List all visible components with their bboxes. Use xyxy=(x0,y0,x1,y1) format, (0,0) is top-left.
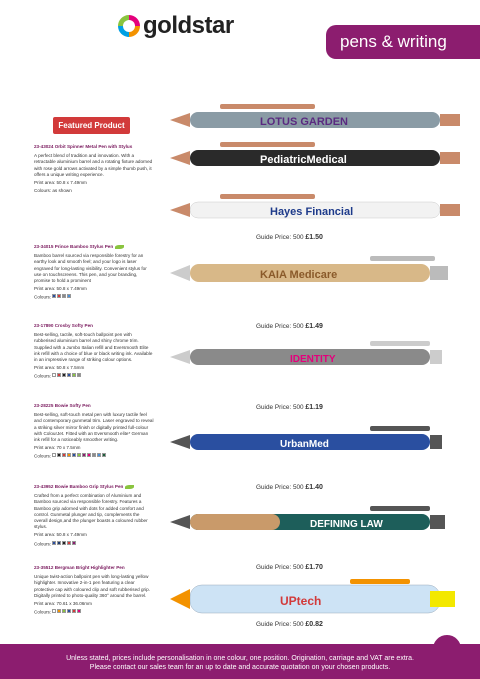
product-description: Crafted from a perfect combination of Aluminium and Bamboo sourced via responsible forestry. Features a Bamboo grip adorned with dots for added comfort and control. Gunmetal plunger and tip, complements the overall design,and the plunger boasts a coloured rubber stylus. xyxy=(34,493,148,530)
pen-label-3: Hayes Financial xyxy=(270,206,354,218)
pen-label-1: LOTUS GARDEN xyxy=(260,116,348,128)
prince-bamboo-pen-image xyxy=(170,250,480,290)
footer xyxy=(0,644,480,679)
product-title: 23-43024 Orbit Spinner Metal Pen with Stylus xyxy=(34,144,133,149)
footer-line-1: Unless stated, prices include personalisation in one colour, one position. Origination, carriage and VAT are extra. xyxy=(66,655,414,662)
product-description: Best-selling, soft-touch metal pen with luxury tactile feel and contemporary gunmetal trim. Laser engraved to reveal a striking silver mirror finish or digitally printed full-colour with ColourJet. Fitted with an Eversmooth elite* German ink refill for a noticeably smoother writing. xyxy=(34,412,154,443)
guide-price: Guide Price: 500 £1.70 xyxy=(256,564,323,571)
product-description: Bamboo barrel sourced via responsible forestry for an earthy look and smooth feel; and your logo is laser engraved for long-lasting visibility. Convenient stylus for use on touchscreens. This pen, and your branding, promise to hold a prominent xyxy=(34,253,147,284)
eco-leaf-icon xyxy=(125,485,134,489)
colours: Colours: xyxy=(34,453,154,460)
guide-price: Guide Price: 500 £1.19 xyxy=(256,404,323,411)
guide-price: Guide Price: 500 £1.40 xyxy=(256,484,323,491)
bowie-bamboo-grip-pen-image xyxy=(170,500,480,540)
pen-label-4: KAIA Medicare xyxy=(260,269,338,281)
bergman-highlighter-pen-image xyxy=(170,575,480,625)
product-title: 23-43952 Bowie Bamboo Grip Stylus Pen xyxy=(34,484,154,490)
guide-price: Guide Price: 500 £1.50 xyxy=(256,234,323,241)
colours: Colours: xyxy=(34,294,154,301)
print-area: Print area: 70.61 x 36.06mm xyxy=(34,601,92,607)
brand-name: goldstar xyxy=(143,12,234,39)
bowie-softy-pen-image xyxy=(170,420,480,460)
product-title: 23-17890 Crosby Softy Pen xyxy=(34,323,93,328)
pen-label-2: PediatricMedical xyxy=(260,154,347,166)
print-area: Print area: 50.8 x 7.49mm xyxy=(34,286,87,292)
pen-label-5: IDENTITY xyxy=(290,354,336,365)
orbit-spinner-pens-image xyxy=(170,100,480,230)
colours: Colours: as shown xyxy=(34,188,72,194)
colour-swatches xyxy=(52,541,77,547)
print-area: Print area: 50.8 x 7.49mm xyxy=(34,532,87,538)
guide-price: Guide Price: 500 £1.49 xyxy=(256,323,323,330)
colour-swatches xyxy=(52,373,82,379)
featured-badge: Featured Product xyxy=(53,117,130,134)
colour-swatches xyxy=(52,453,107,459)
product-bowie-softy xyxy=(34,403,154,460)
eco-leaf-icon xyxy=(115,245,124,249)
product-title: 23-35512 Bergman Bright Highlighter Pen xyxy=(34,565,125,570)
colour-swatches xyxy=(52,294,72,300)
colours: Colours: xyxy=(34,541,154,548)
product-prince-bamboo xyxy=(34,244,154,301)
print-area: Print area: 50.8 x 7.5mm xyxy=(34,365,85,371)
crosby-softy-pen-image xyxy=(170,335,480,375)
product-bergman-highlighter xyxy=(34,565,154,616)
colours: Colours: xyxy=(34,609,154,616)
print-area: Print area: 50.8 x 7.49mm xyxy=(34,180,87,186)
print-area: Print area: 70 x 7.5mm xyxy=(34,445,81,451)
pen-label-6: UrbanMed xyxy=(280,439,329,450)
product-description: A perfect blend of tradition and innovation. With a retractable aluminium barrel and a rotating fixture adorned with rose gold arrows activated by a simple thumb push, it offers a unique writing experience. xyxy=(34,153,153,177)
pen-label-7: DEFINING LAW xyxy=(310,519,383,530)
product-description: Unique twist-action ballpoint pen with long-lasting yellow highlighter. Innovative 2-in-1 pen featuring a clear protective cap with coloured clip and soft rubberised grip. Digitally printed to photo-quality 360° around the barrel. xyxy=(34,574,150,598)
product-description: Best-selling, tactile, soft-touch ballpoint pen with rubberised aluminium barrel and shiny chrome trim. Supplied with a Jumbo Italian refill and Eversmooth Elite ink refill with a choice of blue or black writing ink. Available in an impressive range of striking colour options. xyxy=(34,332,153,363)
product-orbit-spinner xyxy=(34,144,154,194)
product-title: 23-34015 Prince Bamboo Stylus Pen xyxy=(34,244,154,250)
section-banner: pens & writing xyxy=(326,25,480,59)
goldstar-logo-icon xyxy=(118,15,140,37)
product-title: 23-28225 Bowie Softy Pen xyxy=(34,403,91,408)
product-bowie-bamboo-grip xyxy=(34,484,154,547)
colour-swatches xyxy=(52,609,82,615)
footer-line-2: Please contact our sales team for an up to date and accurate quotation on your chosen products. xyxy=(89,664,391,671)
brand-logo xyxy=(118,12,234,40)
pen-label-8: UPtech xyxy=(280,594,322,608)
guide-price: Guide Price: 500 £0.82 xyxy=(256,621,323,628)
product-crosby-softy xyxy=(34,323,154,380)
colours: Colours: xyxy=(34,373,154,380)
